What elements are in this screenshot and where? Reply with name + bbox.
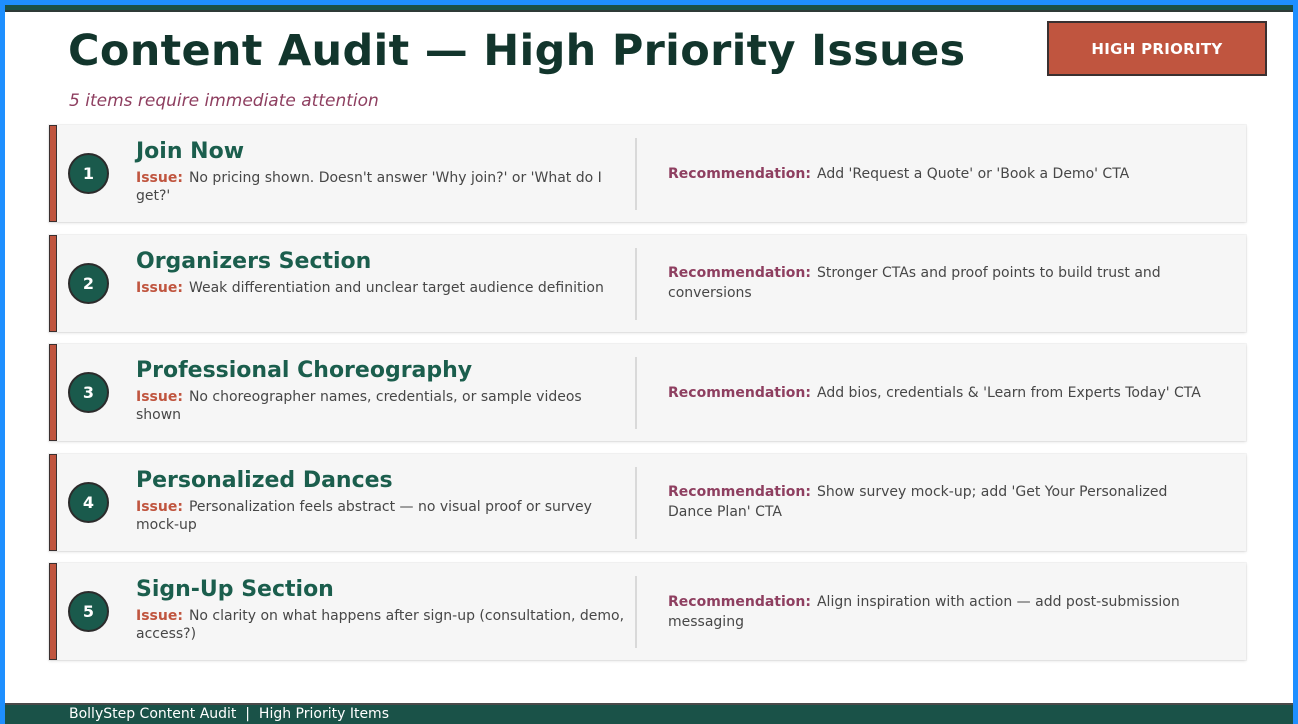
column-divider xyxy=(635,357,637,429)
issue-card xyxy=(49,344,1246,441)
issue-label: Issue: xyxy=(136,498,183,515)
recommendation-label: Recommendation: xyxy=(668,484,811,500)
recommendation-block xyxy=(668,454,1213,551)
column-divider xyxy=(635,248,637,320)
recommendation-label: Recommendation: xyxy=(668,593,811,610)
recommendation-label: Recommendation: xyxy=(668,165,811,182)
recommendation-description: Stronger CTAs and proof points to build trust and conversions xyxy=(668,265,1161,301)
recommendation-text xyxy=(668,592,1213,632)
issue-text xyxy=(136,279,626,297)
footer-bar: BollyStep Content Audit | High Priority Items xyxy=(5,703,1293,724)
issue-card xyxy=(49,235,1246,332)
issue-label: Issue: xyxy=(136,170,183,186)
recommendation-description: Show survey mock-up; add 'Get Your Personalized Dance Plan' CTA xyxy=(668,484,1168,520)
issue-text xyxy=(136,498,626,534)
issue-block xyxy=(136,248,626,297)
recommendation-description: Add 'Request a Quote' or 'Book a Demo' CTA xyxy=(816,165,1130,182)
priority-accent-bar xyxy=(49,235,57,332)
issue-card xyxy=(49,125,1246,222)
issue-block xyxy=(136,467,626,534)
issue-text xyxy=(136,388,626,424)
recommendation-text xyxy=(668,482,1213,522)
recommendation-text xyxy=(668,263,1213,303)
column-divider xyxy=(635,576,637,648)
recommendation-text xyxy=(668,164,1129,184)
column-divider xyxy=(635,467,637,539)
issue-block xyxy=(136,576,626,643)
issue-description: Weak differentiation and unclear target audience definition xyxy=(188,279,604,296)
item-number-badge: 4 xyxy=(68,482,109,523)
issue-label: Issue: xyxy=(136,279,183,296)
issue-list xyxy=(49,125,1246,673)
item-title: Organizers Section xyxy=(136,248,372,274)
item-number-badge: 2 xyxy=(68,263,109,304)
item-title: Join Now xyxy=(136,139,245,164)
recommendation-block xyxy=(668,563,1213,660)
item-title: Professional Choreography xyxy=(136,358,473,383)
recommendation-block xyxy=(668,125,1213,222)
issue-label: Issue: xyxy=(136,389,183,405)
recommendation-label: Recommendation: xyxy=(668,384,811,401)
issue-label: Issue: xyxy=(136,608,183,624)
issue-description: Personalization feels abstract — no visual proof or survey mock-up xyxy=(136,498,592,533)
issue-description: No choreographer names, credentials, or sample videos shown xyxy=(136,389,582,423)
issue-block xyxy=(136,138,626,205)
item-title: Sign-Up Section xyxy=(136,577,334,602)
issue-text xyxy=(136,607,626,643)
issue-card xyxy=(49,454,1246,551)
top-accent-bar xyxy=(5,5,1293,12)
item-number-badge: 1 xyxy=(68,153,109,194)
recommendation-text xyxy=(668,383,1201,403)
recommendation-block xyxy=(668,235,1213,332)
issue-description: No clarity on what happens after sign-up (consultation, demo, access?) xyxy=(136,608,625,642)
issue-card xyxy=(49,563,1246,660)
issue-block xyxy=(136,357,626,424)
column-divider xyxy=(635,138,637,210)
priority-accent-bar xyxy=(49,563,57,660)
recommendation-description: Add bios, credentials & 'Learn from Experts Today' CTA xyxy=(816,384,1201,401)
priority-accent-bar xyxy=(49,454,57,551)
issue-text xyxy=(136,169,626,205)
priority-accent-bar xyxy=(49,344,57,441)
item-number-badge: 5 xyxy=(68,591,109,632)
page-subtitle: 5 items require immediate attention xyxy=(69,91,379,111)
page-title: Content Audit — High Priority Issues xyxy=(68,26,966,76)
recommendation-label: Recommendation: xyxy=(668,265,811,281)
recommendation-block xyxy=(668,344,1213,441)
priority-accent-bar xyxy=(49,125,57,222)
item-number-badge: 3 xyxy=(68,372,109,413)
priority-badge: HIGH PRIORITY xyxy=(1047,21,1267,76)
issue-description: No pricing shown. Doesn't answer 'Why join?' or 'What do I get?' xyxy=(136,170,602,204)
recommendation-description: Align inspiration with action — add post-submission messaging xyxy=(668,593,1180,630)
item-title: Personalized Dances xyxy=(136,467,393,493)
